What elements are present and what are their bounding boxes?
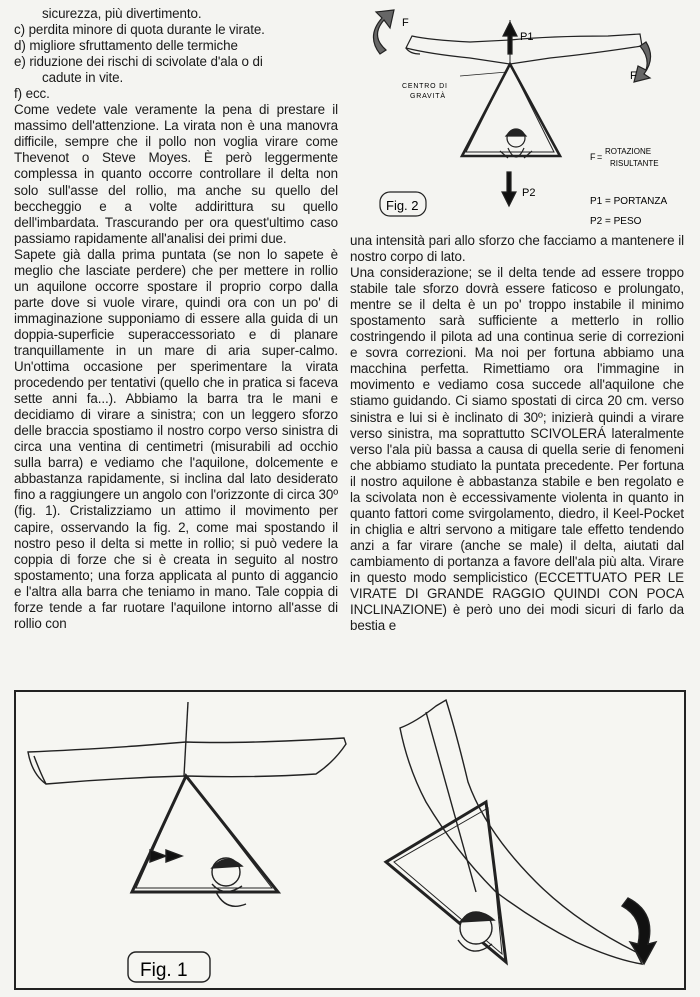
list-item-f: f) ecc. bbox=[14, 86, 50, 102]
paragraph-consideration: Una considerazione; se il delta tende ad essere troppo stabile tale sforzo dovrà essere faticoso e prolungato, mentre se il delta è un po' troppo instabile il minimo spostamento sarà sufficiente a metterlo in rollio costringendo il pilota ad una continua serie di correzioni e sovra correzioni. Ma noi per fortuna abbiamo una macchina perfetta. Rimettiamo ora l'immagine in movimento e vediamo cosa succede all'aquilone che stiamo guidando. Ci siamo spostati di circa 20 cm. verso sinistra e lui si è inclinato di 30º; inizierà quindi a virare verso sinistra, ma soprattutto SCIVOLERÁ lateralmente verso l'ala più bassa a causa di quella serie di fenomeni che abbiamo studiato la puntata precedente. Per fortuna il nostro aquilone è abbastanza stabile e ben regolato e la scivolata non è eccessivamente violenta in quanto in quanto fattori come svirgolamento, diedro, il Keel-Pocket in chiglia e altri servono a mitigare tale effetto tendendo anzi a far virare (anche se male) il delta, aiutati dal cambiamento di portanza a favore dell'ala più alta. Virare in questo modo semplicistico (ECCETTUATO PER LE VIRATE DI GRANDE RAGGIO QUINDI CON POCA INCLINAZIONE) è però uno dei modi sicuri di farlo da bestia e bbox=[350, 265, 684, 634]
force-f-left: F bbox=[402, 17, 409, 29]
weight-arrow bbox=[502, 172, 516, 206]
legend-p1: P1 = PORTANZA bbox=[590, 196, 668, 207]
list-continuation: sicurezza, più divertimento. bbox=[42, 6, 202, 21]
list-item-e-cont: cadute in vite. bbox=[42, 70, 124, 86]
label-p2: P2 bbox=[522, 187, 536, 199]
fig1-label: Fig. 1 bbox=[140, 960, 188, 981]
motion-arrow bbox=[150, 850, 182, 862]
legend-f-letter: F bbox=[590, 152, 596, 162]
figure-1 bbox=[14, 690, 686, 990]
list-item-c: c) perdita minore di quota durante le virate. bbox=[14, 22, 265, 38]
fig2-label: Fig. 2 bbox=[386, 198, 419, 213]
centro-label-2: GRAVITÀ bbox=[410, 93, 446, 100]
legend-f-line2: RISULTANTE bbox=[610, 159, 659, 168]
paragraph-continuation: una intensità pari allo sforzo che facciamo a mantenere il nostro corpo di lato. bbox=[350, 233, 684, 265]
list-item-d: d) migliore sfruttamento delle termiche bbox=[14, 38, 238, 54]
figure-1-drawing bbox=[16, 692, 684, 988]
list-item-e: e) riduzione dei rischi di scivolate d'ala o di bbox=[14, 54, 263, 70]
figure-2-drawing bbox=[350, 6, 684, 234]
right-column bbox=[350, 233, 684, 634]
force-f-right: F bbox=[630, 70, 637, 82]
paragraph-main: Sapete già dalla prima puntata (se non lo sapete è meglio che lasciate perdere) che per mettere in rollio un aquilone occorre spostare il proprio corpo dalla parte dove si vuole virare, quindi ora con un po' di immaginazione supponiamo di essere alla guida di un doppia-superficie superaccessoriato e di planare tranquillamente in un mare di aria super-calmo. Un'ottima occasione per sperimentare la virata procedendo per tentativi (quello che in pratica si faceva sette anni fa...). Abbiamo la barra tra le mani e decidiamo di virare a sinistra; con un leggero sforzo delle braccia spostiamo il nostro corpo verso sinistra di circa una ventina di centimetri (misurabili ad occhio sulla barra) e vediamo che l'aquilone, dolcemente e abbastanza rapidamente, si inclina dal lato desiderato fino a raggiungere un angolo con l'orizzonte di circa 30º (fig. 1). Cristalizziamo un attimo il movimento per capire, osservando la fig. 2, come mai spostando il nostro peso il delta si mette in rollio; si può vedere la coppia di forze che si è creata in seguito al nostro spostamento; una forza applicata al punto di aggancio e l'altra alla barra che teniamo in mano. Tale coppia di forze tende a far ruotare l'aquilone intorno all'asse di rollio con bbox=[14, 246, 338, 631]
lift-arrow bbox=[503, 22, 517, 54]
centro-label-1: CENTRO DI bbox=[402, 83, 448, 90]
rotation-arrow bbox=[622, 898, 656, 964]
glider-left-frame bbox=[132, 776, 278, 892]
label-p1: P1 bbox=[520, 31, 534, 43]
paragraph-intro: Come vedete vale veramente la pena di prestare il massimo dell'attenzione. La virata non è una manovra difficile, sempre che il pollo non voglia virare come Thevenot o Steve Moyes. È però leggermente complessa in quanto occorre controllare il delta non solo sull'asse del rollio, ma anche su quello del beccheggio e a volte addirittura su quello dell'imbardata. Trascurando per ora quest'ultimo caso passiamo rapidamente all'analisi dei primi due. bbox=[14, 102, 338, 246]
legend-f-line1: ROTAZIONE bbox=[605, 147, 652, 156]
left-column bbox=[14, 6, 338, 632]
figure-2 bbox=[350, 6, 684, 234]
legend-p2: P2 = PESO bbox=[590, 216, 642, 227]
rotation-arrow-left bbox=[373, 10, 394, 54]
svg-text:=: = bbox=[597, 152, 603, 162]
